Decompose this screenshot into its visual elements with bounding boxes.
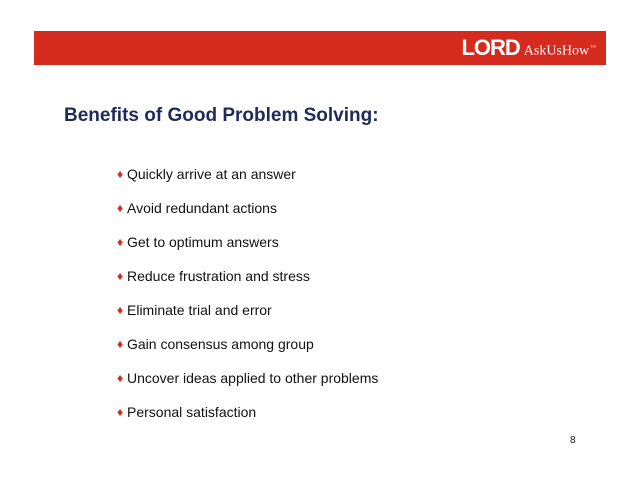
slide-title: Benefits of Good Problem Solving: (64, 105, 379, 126)
diamond-bullet-icon: ♦ (117, 235, 124, 249)
list-item: ♦ Uncover ideas applied to other problems (117, 370, 379, 386)
logo-tagline: AskUsHow™ (523, 44, 596, 59)
header-banner (34, 31, 606, 65)
page-number: 8 (570, 435, 576, 446)
list-item: ♦ Reduce frustration and stress (117, 268, 310, 284)
diamond-bullet-icon: ♦ (117, 269, 124, 283)
trademark-symbol: ™ (590, 45, 596, 52)
diamond-bullet-icon: ♦ (117, 405, 124, 419)
list-item: ♦ Avoid redundant actions (117, 200, 277, 216)
benefits-list (117, 164, 378, 436)
list-item: ♦ Personal satisfaction (117, 404, 257, 420)
diamond-bullet-icon: ♦ (117, 303, 124, 317)
diamond-bullet-icon: ♦ (117, 371, 124, 385)
list-item: ♦ Eliminate trial and error (117, 302, 272, 318)
list-item: ♦ Get to optimum answers (117, 234, 279, 250)
logo-wordmark: LORD (461, 35, 520, 60)
diamond-bullet-icon: ♦ (117, 201, 124, 215)
list-item: ♦ Quickly arrive at an answer (117, 166, 296, 182)
diamond-bullet-icon: ♦ (117, 167, 124, 181)
diamond-bullet-icon: ♦ (117, 337, 124, 351)
lord-logo (461, 37, 596, 63)
list-item: ♦ Gain consensus among group (117, 336, 314, 352)
